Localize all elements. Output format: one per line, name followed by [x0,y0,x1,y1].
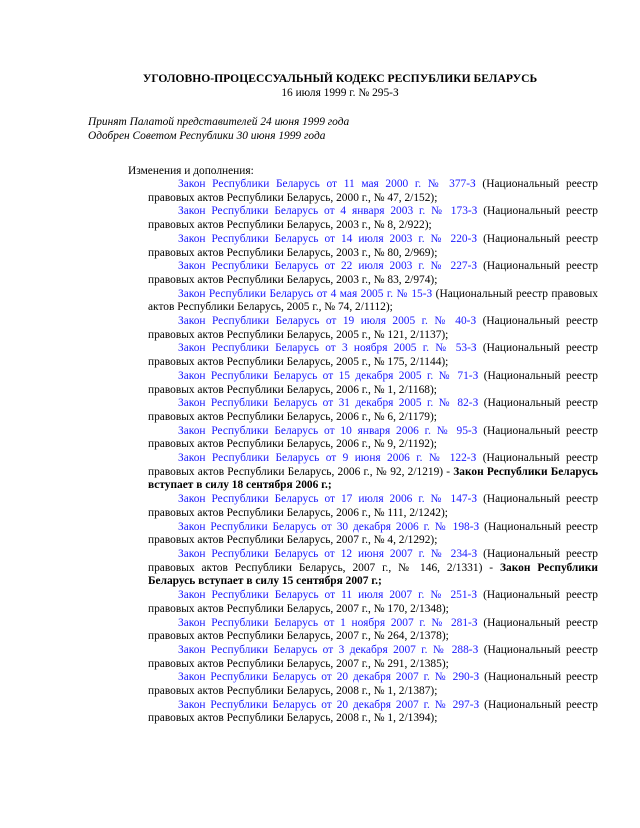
amendment-law-link[interactable]: Закон Республики Беларусь от 22 июля 2003 г. № 227-З [178,260,478,273]
amendment-law-link[interactable]: Закон Республики Беларусь от 14 июля 2003 г. № 220-З [178,232,478,245]
amendment-entry [148,521,598,548]
amendment-entry [148,644,598,671]
amendment-source: (Национальный реестр правовых актов Республики Беларусь, 2008 г., № 1, 2/1387); [148,671,598,698]
amendment-source: (Национальный реестр правовых актов Республики Беларусь, 2003 г., № 83, 2/974); [148,260,599,286]
amendment-entry [148,397,598,424]
amendment-source: (Национальный реестр правовых актов Республики Беларусь, 2000 г., № 47, 2/152); [148,178,598,204]
amendment-source: (Национальный реестр правовых актов Республики Беларусь, 2007 г., № 264, 2/1378); [148,616,598,643]
amendment-effective-note: Закон Республики Беларусь вступает в силу 18 сентября 2006 г.; [148,465,598,492]
amendment-law-link[interactable]: Закон Республики Беларусь от 20 декабря 2007 г. № 290-З [178,671,480,684]
amendment-entry [148,288,598,315]
changes-heading: Изменения и дополнения: [128,165,254,177]
document-date-number: 16 июля 1999 г. № 295-З [281,87,399,99]
amendment-entry [148,425,598,452]
amendment-law-link[interactable]: Закон Республики Беларусь от 11 мая 2000 г. № 377-З [178,178,476,190]
amendment-source: (Национальный реестр правовых актов Республики Беларусь, 2005 г., № 121, 2/1137); [148,315,598,341]
amendment-law-link[interactable]: Закон Республики Беларусь от 10 января 2006 г. № 95-З [178,424,478,437]
amendment-source: (Национальный реестр правовых актов Республики Беларусь, 2006 г., № 111, 2/1242); [148,493,599,519]
amendment-law-link[interactable]: Закон Республики Беларусь от 12 июня 2007 г. № 234-З [178,547,478,560]
amendment-source: (Национальный реестр правовых актов Республики Беларусь, 2003 г., № 80, 2/969); [148,232,599,259]
amendment-source: (Национальный реестр правовых актов Республики Беларусь, 2007 г., № 291, 2/1385); [148,643,599,670]
amendment-law-link[interactable]: Закон Республики Беларусь от 3 ноября 2005 г. № 53-З [178,342,477,355]
amendment-law-link[interactable]: Закон Республики Беларусь от 4 мая 2005 г. № 15-З [178,287,433,300]
amendment-effective-note: Закон Республики Беларусь вступает в силу 15 сентября 2007 г.; [148,561,598,588]
amendment-source: (Национальный реестр правовых актов Республики Беларусь, 2005 г., № 74, 2/1112); [148,287,598,314]
amendment-entry [148,589,598,616]
amendment-law-link[interactable]: Закон Республики Беларусь от 15 декабря 2005 г. № 71-З [178,369,479,382]
amendment-law-link[interactable]: Закон Республики Беларусь от 1 ноября 2007 г. № 281-З [178,616,478,629]
amendment-law-link[interactable]: Закон Республики Беларусь от 30 декабря 2006 г. № 198-З [178,520,480,533]
amendment-entry [148,233,598,260]
amendment-law-link[interactable]: Закон Республики Беларусь от 17 июля 2006 г. № 147-З [178,493,478,506]
amendments-list [148,178,598,726]
amendment-source: (Национальный реестр правовых актов Республики Беларусь, 2005 г., № 175, 2/1144); [148,342,598,369]
amendment-law-link[interactable]: Закон Республики Беларусь от 31 декабря 2005 г. № 82-З [178,397,479,410]
amendment-source: (Национальный реестр правовых актов Республики Беларусь, 2006 г., № 6, 2/1179); [148,397,599,423]
amendment-entry [148,548,598,589]
amendment-source: (Национальный реестр правовых актов Республики Беларусь, 2008 г., № 1, 2/1394); [148,698,598,725]
amendment-entry [148,493,598,520]
amendment-source: (Национальный реестр правовых актов Республики Беларусь, 2007 г., № 146, 2/1331) - [148,547,599,574]
amendment-entry [148,370,598,397]
amendment-source: (Национальный реестр правовых актов Республики Беларусь, 2007 г., № 4, 2/1292); [148,520,598,547]
amendment-law-link[interactable]: Закон Республики Беларусь от 4 января 2003 г. № 173-З [178,205,478,218]
document-title: УГОЛОВНО-ПРОЦЕССУАЛЬНЫЙ КОДЕКС РЕСПУБЛИКИ БЕЛАРУСЬ [142,72,538,85]
amendment-entry [148,205,598,232]
adoption-note-council: Одобрен Советом Республики 30 июня 1999 года [88,130,326,142]
adoption-note-house: Принят Палатой представителей 24 июня 1999 года [88,116,350,128]
amendment-entry [148,699,598,726]
amendment-source: (Национальный реестр правовых актов Республики Беларусь, 2006 г., № 1, 2/1168); [148,369,599,396]
amendment-source: (Национальный реестр правовых актов Республики Беларусь, 2007 г., № 170, 2/1348); [148,589,599,615]
amendment-entry [148,452,598,493]
amendment-law-link[interactable]: Закон Республики Беларусь от 20 декабря 2007 г. № 297-З [178,698,480,711]
amendment-entry [148,315,598,342]
amendment-source: (Национальный реестр правовых актов Республики Беларусь, 2006 г., № 92, 2/1219) - [148,452,598,478]
amendment-entry [148,178,598,205]
amendment-entry [148,617,598,644]
amendment-law-link[interactable]: Закон Республики Беларусь от 19 июля 2005 г. № 40-З [178,315,477,328]
amendment-law-link[interactable]: Закон Республики Беларусь от 11 июля 2007 г. № 251-З [178,589,478,602]
amendment-law-link[interactable]: Закон Республики Беларусь от 9 июня 2006 г. № 122-З [178,452,477,465]
amendment-source: (Национальный реестр правовых актов Республики Беларусь, 2003 г., № 8, 2/922); [148,205,598,232]
amendment-entry [148,342,598,369]
amendment-source: (Национальный реестр правовых актов Республики Беларусь, 2006 г., № 9, 2/1192); [148,424,598,451]
amendment-entry [148,260,598,287]
amendment-law-link[interactable]: Закон Республики Беларусь от 3 декабря 2007 г. № 288-З [178,643,479,656]
amendment-entry [148,671,598,698]
